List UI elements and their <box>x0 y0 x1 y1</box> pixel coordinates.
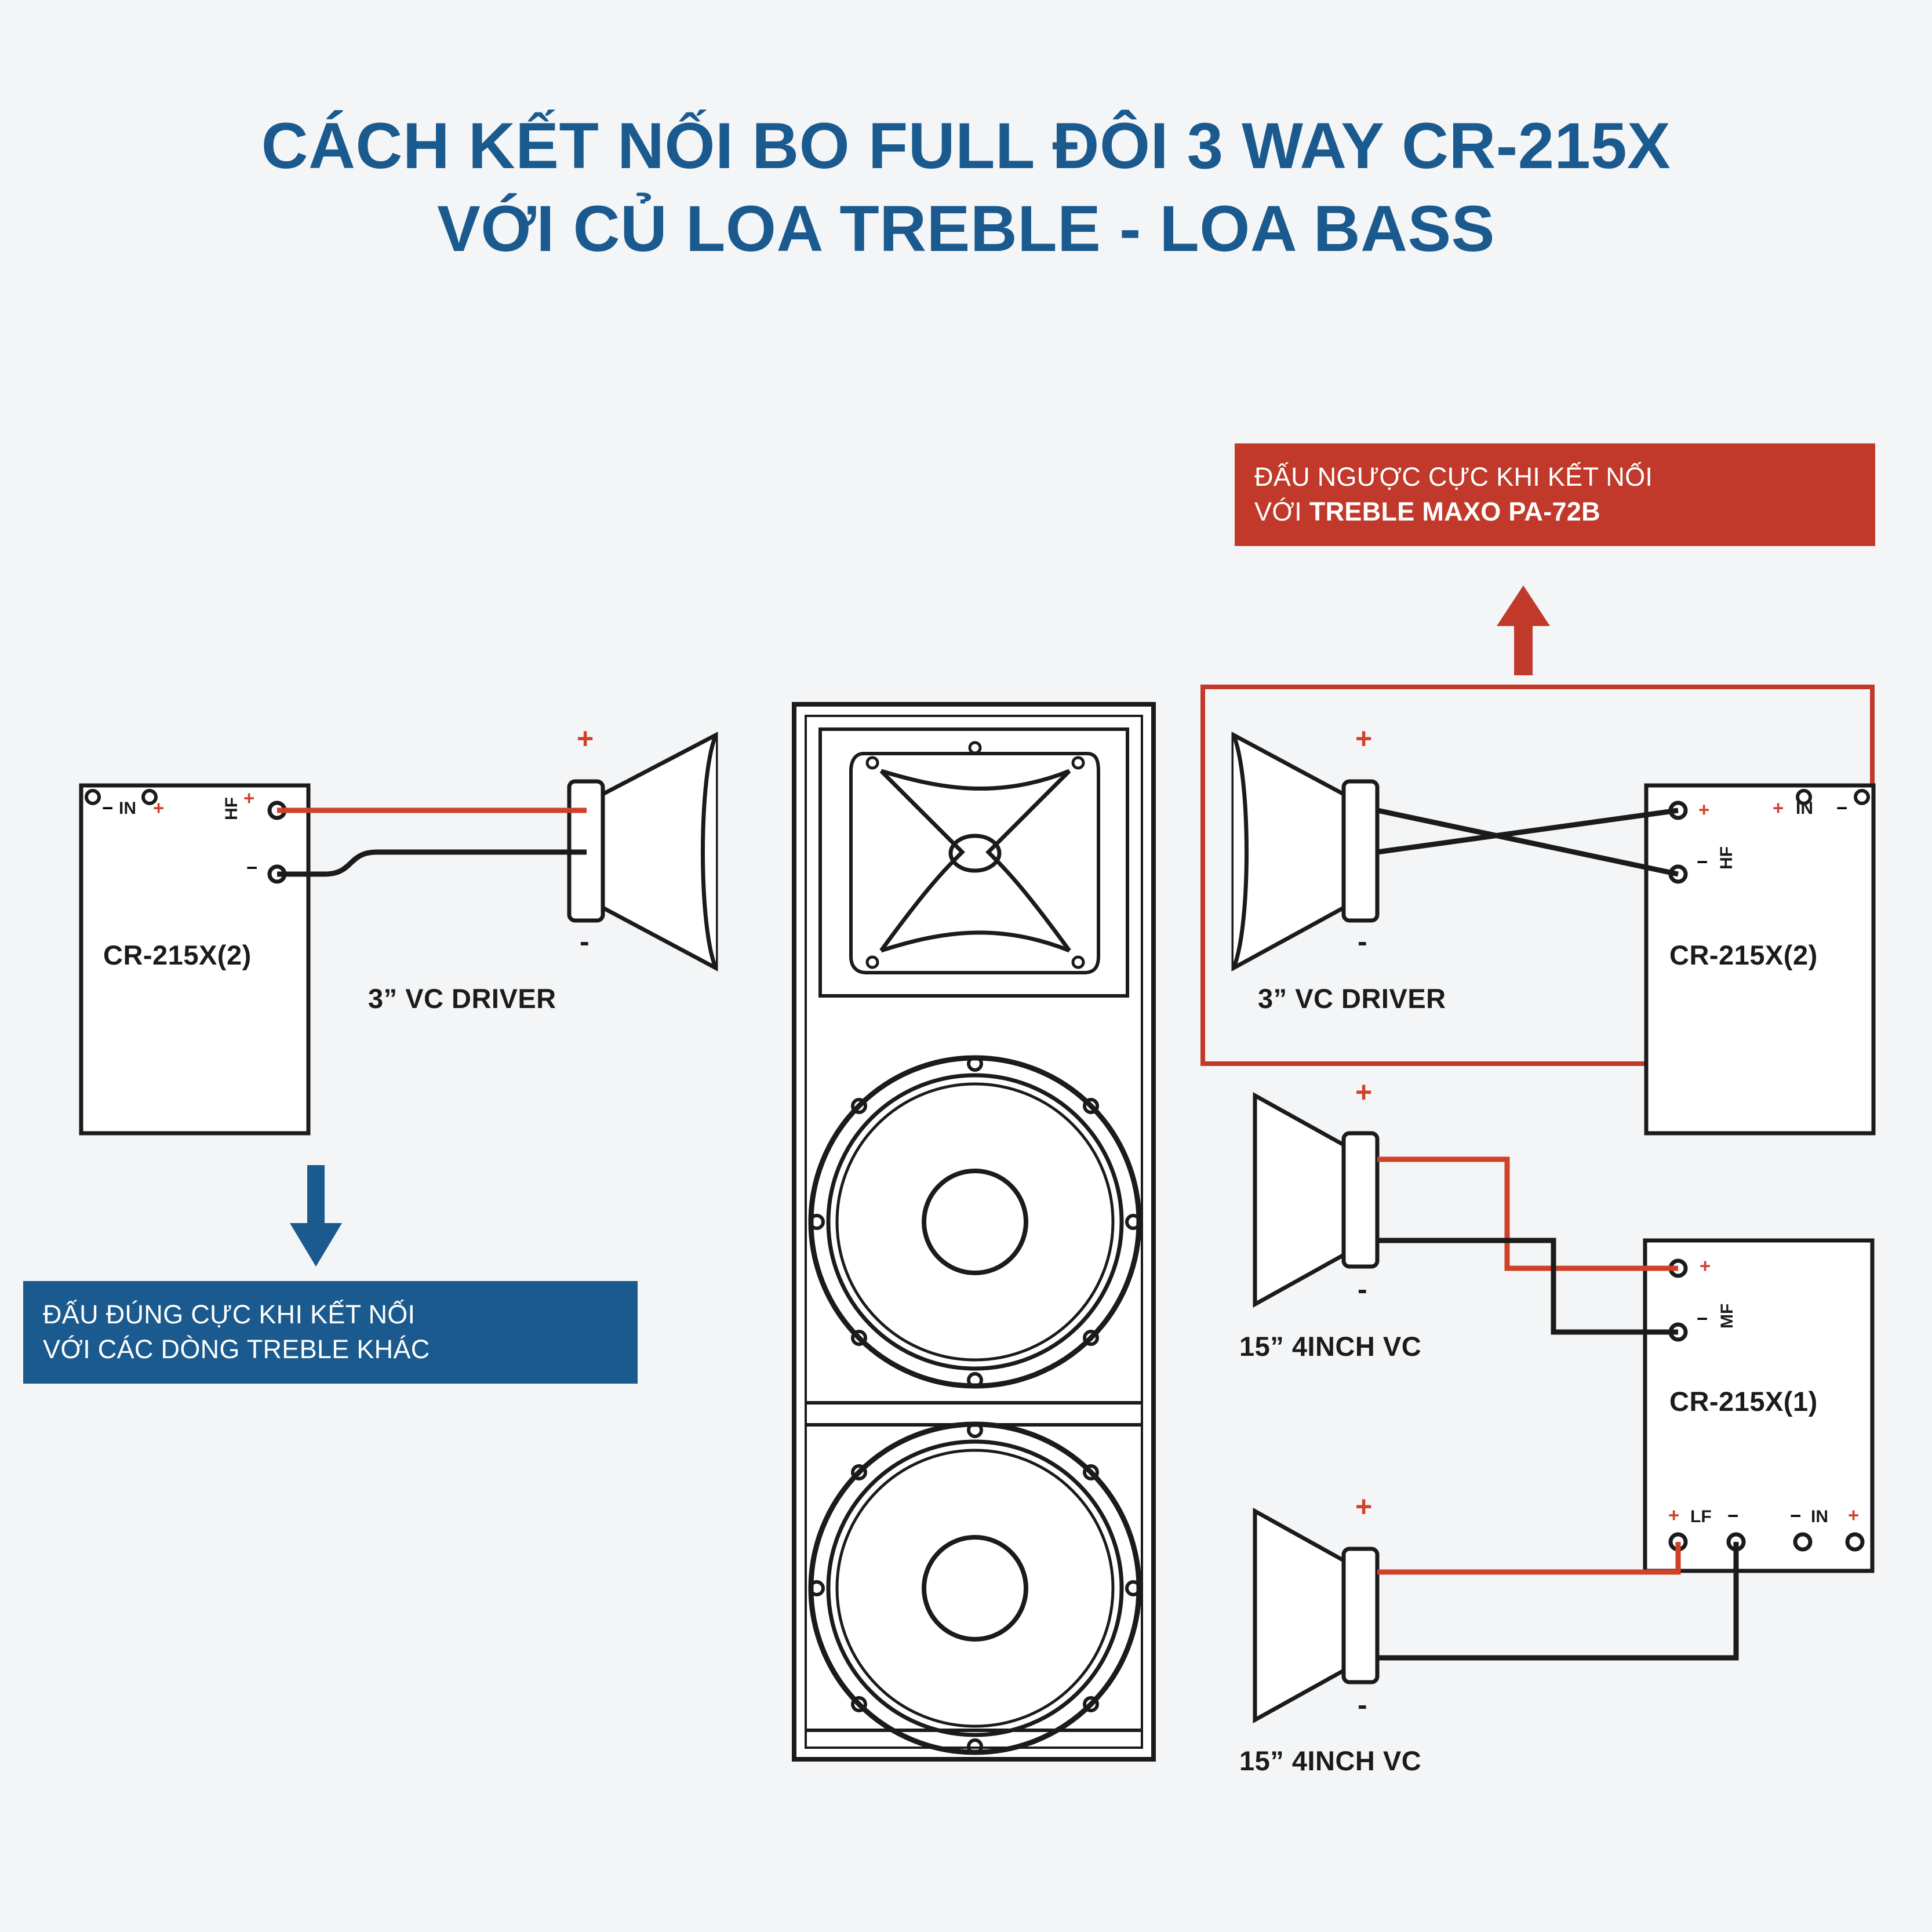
lf-minus-sign: − <box>1727 1505 1739 1526</box>
left-driver-plus: + <box>577 722 594 755</box>
lf-plus-sign: + <box>1668 1504 1680 1526</box>
low-driver-label: 15” 4INCH VC <box>1239 1745 1422 1776</box>
left-in-minus: − <box>102 797 114 818</box>
right-hf-label: HF <box>1717 846 1736 869</box>
mf-minus-sign: − <box>1697 1308 1708 1329</box>
callout-reverse-polarity <box>1235 443 1875 546</box>
right-in-minus: − <box>1836 797 1848 818</box>
right-hf-minus: − <box>1697 851 1708 872</box>
left-hf-label: HF <box>222 797 241 820</box>
callout-correct-polarity <box>23 1281 638 1384</box>
right-in-label: IN <box>1796 799 1813 818</box>
left-in-plus: + <box>153 797 165 818</box>
left-hf-plus: + <box>243 787 255 809</box>
low-driver-minus: - <box>1358 1689 1367 1721</box>
title-line-1: CÁCH KẾT NỐI BO FULL ĐÔI 3 WAY CR-215X <box>261 110 1671 182</box>
left-driver-minus: - <box>580 925 590 958</box>
right-hf-plus: + <box>1698 799 1710 820</box>
callout-red-line-2 <box>1254 494 1855 529</box>
right-in-plus: + <box>1773 797 1784 818</box>
right-driver-label: 3” VC DRIVER <box>1258 983 1446 1014</box>
left-hf-minus: − <box>246 857 258 878</box>
right-bottom-board-label: CR-215X(1) <box>1669 1386 1818 1417</box>
callout-red-line-2-prefix: VỚI <box>1254 497 1309 527</box>
left-driver-label: 3” VC DRIVER <box>368 983 556 1014</box>
in-plus-sign: + <box>1848 1504 1860 1526</box>
low-driver-plus: + <box>1355 1490 1373 1523</box>
mf-plus-sign: + <box>1700 1255 1711 1276</box>
lf-label: LF <box>1690 1507 1712 1526</box>
mid-driver-minus: - <box>1358 1273 1367 1305</box>
mf-label: MF <box>1718 1303 1737 1329</box>
in-label: IN <box>1811 1507 1828 1526</box>
callout-blue-line-1: ĐẤU ĐÚNG CỰC KHI KẾT NỐI <box>43 1300 416 1329</box>
mid-driver-label: 15” 4INCH VC <box>1239 1331 1422 1362</box>
left-board-label: CR-215X(2) <box>103 940 252 970</box>
right-driver-minus: - <box>1358 925 1367 958</box>
left-in-label: IN <box>119 799 136 818</box>
callout-blue-line-2: VỚI CÁC DÒNG TREBLE KHÁC <box>43 1334 430 1365</box>
right-board-label: CR-215X(2) <box>1669 940 1818 970</box>
mid-driver-plus: + <box>1355 1076 1373 1108</box>
right-driver-plus: + <box>1355 722 1373 755</box>
title-line-2: VỚI CỦ LOA TREBLE - LOA BASS <box>437 192 1495 265</box>
in-minus-sign: − <box>1790 1505 1802 1526</box>
callout-red-line-1: ĐẤU NGƯỢC CỰC KHI KẾT NỐI <box>1254 462 1653 492</box>
callout-red-line-2-strong: TREBLE MAXO PA-72B <box>1309 497 1600 527</box>
